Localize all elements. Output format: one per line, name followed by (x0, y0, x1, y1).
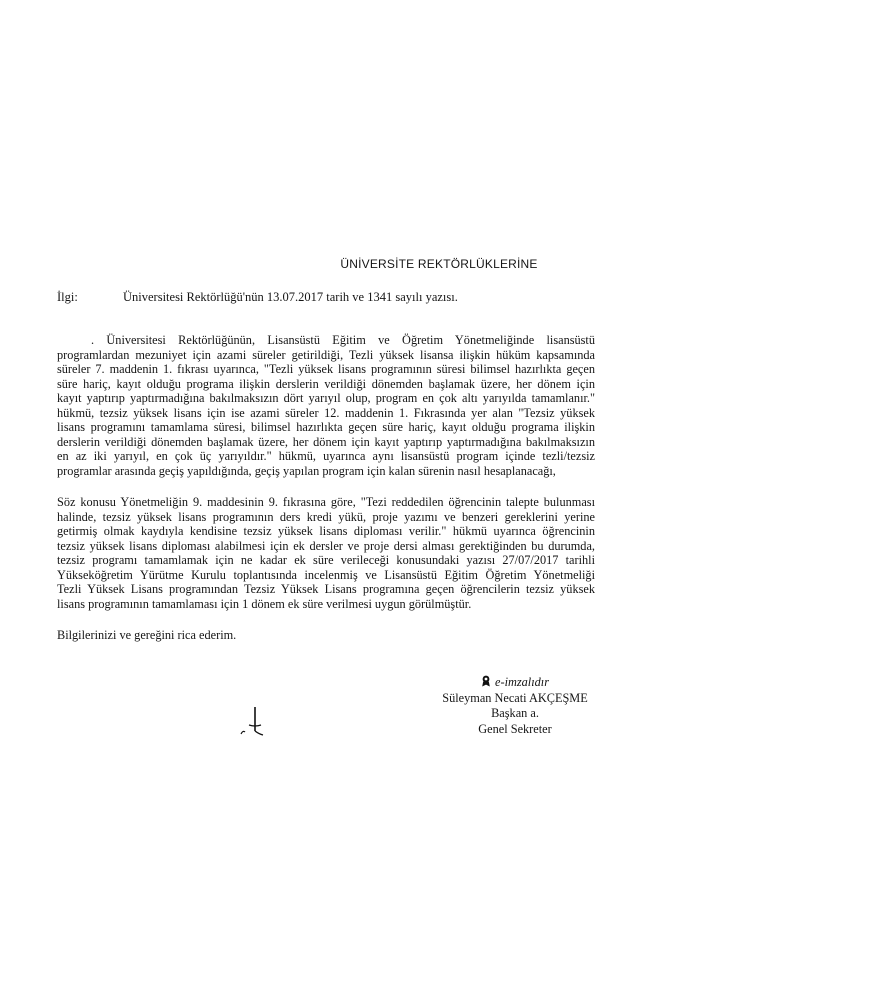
paragraph-line: Yükseköğretim Yürütme Kurulu toplantısında incelenmiş ve Lisansüstü Eğitim Öğretim Yönetmeliği (57, 567, 595, 582)
reference-label: İlgi: (57, 290, 78, 304)
signature-block (420, 675, 610, 737)
document-heading: ÜNİVERSİTE REKTÖRLÜKLERİNE (340, 257, 538, 271)
signer-name: Süleyman Necati AKÇEŞME (442, 690, 588, 705)
body-paragraph-2 (57, 495, 595, 611)
e-signature-seal-icon (481, 675, 491, 687)
paragraph-line: getirmiş olmak kaydıyla kendisine tezsiz yüksek lisans diploması verilir." hükmü uyarınca öğrencinin (57, 524, 595, 538)
paragraph-line: programlardan mezuniyet için azami süreler getirildiği, Tezli yüksek lisansa ilişkin hüküm kapsamında (57, 347, 595, 362)
paragraph-line: programlar arasında geçiş yapıldığında, geçiş yapılan program için kalan sürenin nasıl hesaplanacağı, (57, 463, 556, 478)
paragraph-line: kayıt yaptırıp yaptırmadığına bakılmaksızın dört yarıyıl olup, program en çok altı yarıyılda tamamlanır." (57, 391, 595, 405)
e-signature-text: e-imzalıdır (495, 675, 549, 689)
paragraph-line: tezsiz yüksek lisans diploması alabilmesi için ek dersler ve proje dersi alması gerektiğinden bu durumda, (57, 538, 595, 553)
paragraph-line: Söz konusu Yönetmeliğin 9. maddesinin 9. fıkrasına göre, "Tezi reddedilen öğrencinin talepte bulunması (57, 495, 595, 509)
paragraph-line: lisans programının tamamlaması için 1 dönem ek süre verilmesi uygun görülmüştür. (57, 596, 472, 611)
paragraph-line: hükmü, tezsiz yüksek lisans için ise azami süreler 12. maddenin 1. Fıkrasında yer alan "Tezsiz yüksek (57, 405, 595, 420)
e-signature-note (420, 675, 610, 691)
body-paragraph-1 (57, 333, 595, 478)
signer-title-2: Genel Sekreter (478, 721, 552, 736)
paragraph-line: tezsiz programı tamamlamak için ne kadar ek süre verileceği konusundaki yazısı 27/07/2017 tarihli (57, 553, 595, 567)
paragraph-line: süreler 7. maddenin 1. fıkrası uyarınca, "Tezli yüksek lisans programının süresi bilimsel hazırlıkta geçen (57, 362, 595, 376)
closing-line (57, 628, 595, 643)
paragraph-line: süre hariç, kayıt olduğu programa ilişkin derslerin verildiği dönemden başlamak üzere, her dönem için (57, 376, 595, 391)
signer-title-1: Başkan a. (491, 706, 539, 720)
paragraph-line: . Üniversitesi Rektörlüğünün, Lisansüstü Eğitim ve Öğretim Yönetmeliğinde lisansüstü (91, 333, 595, 347)
paragraph-line: halinde, tezsiz yüksek lisans programının ders kredi yükü, proje yazımı ve benzeri gereklerini yerine (57, 509, 595, 524)
closing-text: Bilgilerinizi ve gereğini rica ederim. (57, 628, 237, 642)
paragraph-line: lisans programını tamamlama süresi, bilimsel hazırlıkta geçen süre hariç, kayıt olduğu programa ilişkin (57, 420, 595, 434)
paragraph-line: derslerin verildiği dönemden başlamak üzere, her dönem için kayıt yaptırıp yaptırmadığına bakılmaksızın (57, 434, 595, 449)
paragraph-line: en az iki yarıyıl, en çok üç yarıyıldır." hükmü, uyarınca aynı lisansüstü program içinde tezli/tezsiz (57, 449, 595, 463)
paragraph-line: Tezli Yüksek Lisans programından Tezsiz Yüksek Lisans programına geçen öğrencilerin tezsiz yüksek (57, 582, 595, 596)
ink-mark-icon (238, 705, 268, 737)
reference-text: Üniversitesi Rektörlüğü'nün 13.07.2017 tarih ve 1341 sayılı yazısı. (123, 290, 458, 304)
